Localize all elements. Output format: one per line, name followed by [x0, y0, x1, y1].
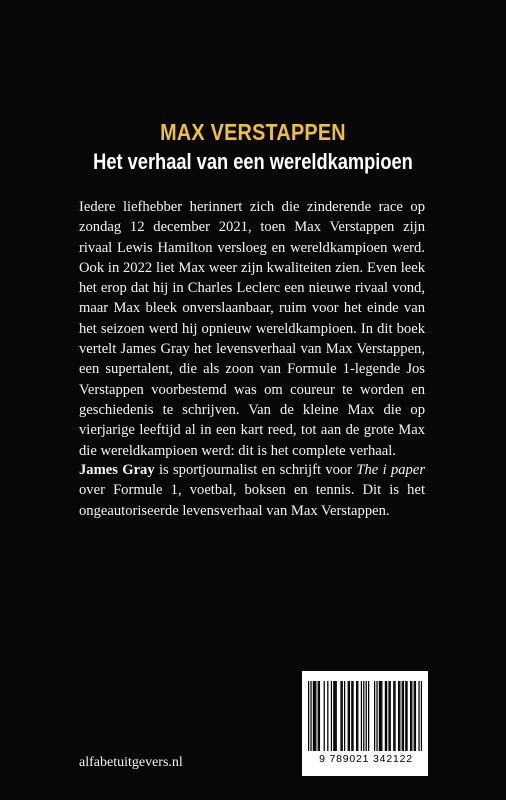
- barcode-bar: [352, 681, 353, 751]
- barcode-bar: [361, 681, 362, 751]
- barcode-bar: [310, 681, 311, 751]
- author-bio-text-2: over Formule 1, voetbal, boksen en tennis. Dit is het ongeautoriseerde levensverhaal van Max Verstappen.: [79, 482, 425, 519]
- barcode-bar: [414, 681, 415, 751]
- barcode-bar: [381, 681, 382, 751]
- barcode-bar: [410, 681, 411, 751]
- barcode-bar: [374, 681, 375, 751]
- barcode-bar: [368, 681, 369, 751]
- publication-name: The i paper: [356, 462, 425, 478]
- barcode-bar: [348, 681, 349, 751]
- barcode-bar: [315, 681, 316, 751]
- barcode-bar: [386, 681, 387, 751]
- barcode-bar: [393, 681, 394, 751]
- barcode-bar: [380, 681, 381, 751]
- barcode-bar: [403, 681, 404, 751]
- barcode-bar: [327, 681, 328, 751]
- barcode-bar: [342, 681, 343, 751]
- author-bio-text-1: is sportjournalist en schrijft voor: [154, 462, 357, 478]
- barcode-bar: [418, 681, 419, 751]
- barcode-bar: [394, 681, 395, 751]
- barcode-bar: [402, 681, 403, 751]
- isbn-digits: 9 789021 342122: [319, 753, 413, 765]
- barcode-bar: [356, 681, 357, 751]
- barcode-bar: [385, 681, 386, 751]
- barcode-bar: [336, 681, 337, 751]
- barcode-bar: [388, 681, 389, 751]
- barcode-bar: [376, 681, 377, 751]
- barcode-bar: [421, 681, 422, 751]
- title-block: [0, 118, 506, 177]
- barcode-bar: [333, 681, 334, 751]
- barcode-bar: [390, 681, 391, 751]
- barcode-bars: [308, 681, 422, 751]
- barcode-bar: [398, 681, 399, 751]
- blurb-text: Iedere liefhebber herinnert zich die zinderende race op zondag 12 december 2021, toen Max Verstappen zijn rivaal Lewis Hamilton versloeg en wereldkampioen werd. Ook in 2022 liet Max weer zijn kwaliteiten zien. Even leek het erop dat hij in Charles Leclerc een nieuwe rivaal vond, maar Max bleek onverslaanbaar, ruim voor het einde van het seizoen werd hij opnieuw wereldkampioen. In dit boek vertelt James Gray het levensverhaal van Max Verstappen, een supertalent, die als zoon van Formule 1-legende Jos Verstappen voorbestemd was om coureur te worden en geschiedenis te schrijven. Van de kleine Max die op vierjarige leeftijd al in een kart reed, tot aan de grote Max die wereldkampioen werd: dit is het complete verhaal.: [79, 199, 425, 459]
- barcode-bar: [405, 681, 406, 751]
- book-subtitle: Het verhaal van een wereldkampioen: [93, 149, 413, 174]
- author-bio: [79, 460, 425, 521]
- barcode-bar: [308, 681, 309, 751]
- barcode-bar: [366, 681, 367, 751]
- barcode-bar: [331, 681, 332, 751]
- barcode-bar: [411, 681, 412, 751]
- barcode-bar: [351, 681, 352, 751]
- barcode-bar: [319, 681, 320, 751]
- barcode-bar: [363, 681, 364, 751]
- barcode-bar: [349, 681, 350, 751]
- book-title: MAX VERSTAPPEN: [160, 119, 346, 145]
- barcode-bar: [334, 681, 335, 751]
- barcode-bar: [344, 681, 345, 751]
- barcode-bar: [415, 681, 416, 751]
- barcode-bar: [340, 681, 341, 751]
- isbn-barcode: [302, 671, 428, 776]
- barcode-bar: [313, 681, 314, 751]
- barcode-bar: [357, 681, 358, 751]
- barcode-bar: [406, 681, 407, 751]
- barcode-bar: [318, 681, 319, 751]
- barcode-bar: [314, 681, 315, 751]
- author-name: James Gray: [79, 462, 155, 478]
- barcode-bar: [379, 681, 380, 751]
- barcode-bar: [324, 681, 325, 751]
- barcode-bar: [399, 681, 400, 751]
- publisher-website: alfabetuitgevers.nl: [79, 755, 183, 770]
